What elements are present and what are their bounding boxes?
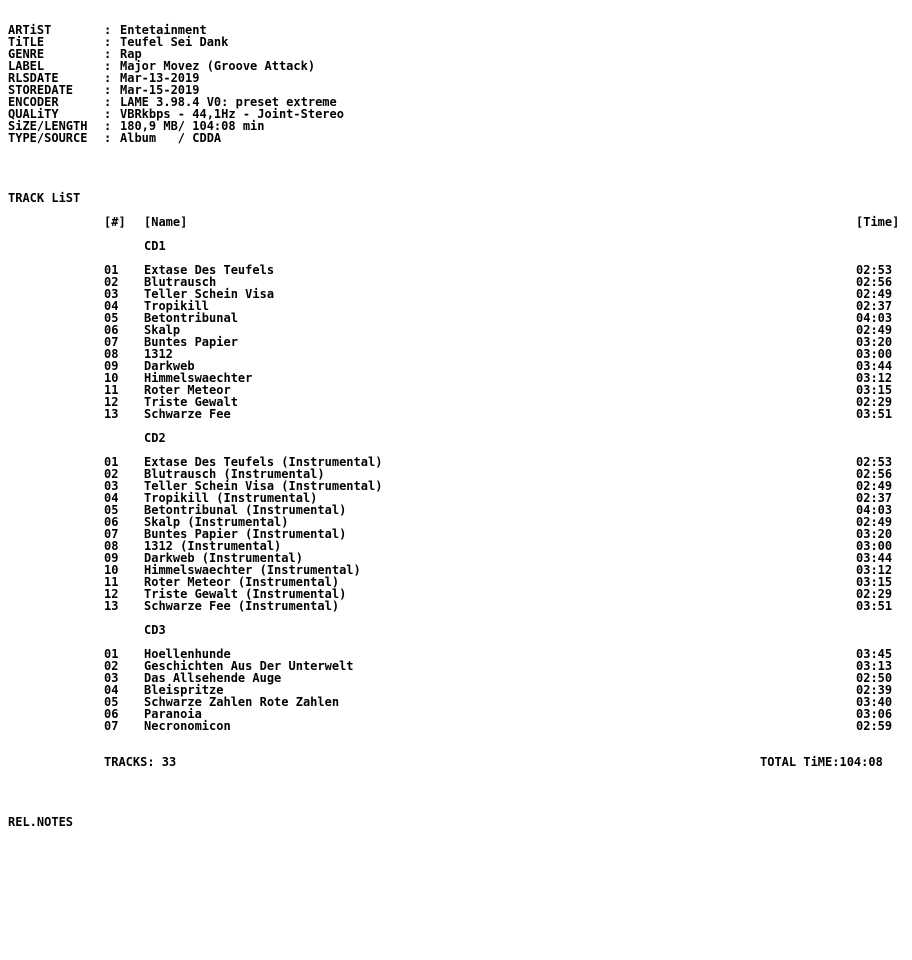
track-time: 02:50	[856, 671, 893, 685]
track-time: 03:44	[856, 359, 893, 373]
track-number: 11	[104, 383, 119, 397]
track-row	[0, 492, 912, 504]
track-name: Geschichten Aus Der Unterwelt	[144, 659, 354, 673]
track-name: Betontribunal (Instrumental)	[144, 503, 347, 517]
meta-key: LABEL	[8, 59, 45, 73]
track-row	[0, 288, 912, 300]
tracks-count: TRACKS: 33	[104, 755, 177, 769]
meta-value: Rap	[120, 47, 142, 61]
track-number: 08	[104, 539, 119, 553]
header-time: [Time]	[856, 215, 900, 229]
track-name: Skalp (Instrumental)	[144, 515, 289, 529]
track-row	[0, 660, 912, 672]
track-name: Extase Des Teufels	[144, 263, 275, 277]
meta-key: GENRE	[8, 47, 45, 61]
track-name: Paranoia	[144, 707, 202, 721]
track-row	[0, 684, 912, 696]
meta-key: TYPE/SOURCE	[8, 131, 88, 145]
meta-value: Mar-15-2019	[120, 83, 200, 97]
track-row	[0, 348, 912, 360]
meta-key: RLSDATE	[8, 71, 59, 85]
track-time: 02:49	[856, 323, 893, 337]
track-row	[0, 468, 912, 480]
track-row	[0, 528, 912, 540]
track-time: 03:40	[856, 695, 893, 709]
track-row	[0, 396, 912, 408]
track-row	[0, 372, 912, 384]
track-name: 1312 (Instrumental)	[144, 539, 282, 553]
track-number: 06	[104, 707, 119, 721]
track-row	[0, 552, 912, 564]
track-row	[0, 600, 912, 612]
track-row	[0, 324, 912, 336]
track-time: 02:37	[856, 491, 893, 505]
track-number: 08	[104, 347, 119, 361]
track-row	[0, 564, 912, 576]
track-number: 11	[104, 575, 119, 589]
track-number: 01	[104, 455, 119, 469]
track-row	[0, 672, 912, 684]
meta-value: Major Movez (Groove Attack)	[120, 59, 316, 73]
meta-value: Teufel Sei Dank	[120, 35, 229, 49]
track-row	[0, 480, 912, 492]
track-row	[0, 384, 912, 396]
track-name: Himmelswaechter	[144, 371, 253, 385]
track-number: 09	[104, 551, 119, 565]
meta-separator: :	[104, 95, 112, 109]
meta-separator: :	[104, 119, 112, 133]
release-notes-heading: REL.NOTES	[8, 815, 74, 829]
column-headers	[0, 216, 912, 228]
track-time: 04:03	[856, 311, 893, 325]
track-row	[0, 276, 912, 288]
track-time: 02:49	[856, 479, 893, 493]
disc-label: CD2	[144, 431, 166, 445]
track-time: 02:37	[856, 299, 893, 313]
meta-value: VBRkbps - 44,1Hz - Joint-Stereo	[120, 107, 344, 121]
track-number: 10	[104, 371, 119, 385]
track-number: 07	[104, 527, 119, 541]
track-name: 1312	[144, 347, 173, 361]
track-name: Roter Meteor (Instrumental)	[144, 575, 340, 589]
track-number: 05	[104, 311, 119, 325]
track-number: 04	[104, 683, 119, 697]
track-name: Blutrausch (Instrumental)	[144, 467, 325, 481]
track-name: Betontribunal	[144, 311, 238, 325]
meta-value: Mar-13-2019	[120, 71, 200, 85]
track-number: 09	[104, 359, 119, 373]
track-name: Buntes Papier (Instrumental)	[144, 527, 347, 541]
track-row	[0, 300, 912, 312]
track-row	[0, 312, 912, 324]
disc-label: CD1	[144, 239, 166, 253]
track-time: 02:29	[856, 587, 893, 601]
track-time: 04:03	[856, 503, 893, 517]
track-time: 02:29	[856, 395, 893, 409]
track-number: 02	[104, 659, 119, 673]
track-row	[0, 516, 912, 528]
track-number: 02	[104, 467, 119, 481]
track-name: Hoellenhunde	[144, 647, 231, 661]
track-number: 06	[104, 323, 119, 337]
track-number: 06	[104, 515, 119, 529]
track-time: 02:49	[856, 287, 893, 301]
track-name: Darkweb (Instrumental)	[144, 551, 303, 565]
track-number: 01	[104, 647, 119, 661]
track-row	[0, 720, 912, 732]
meta-key: ENCODER	[8, 95, 59, 109]
track-number: 13	[104, 407, 119, 421]
track-row	[0, 456, 912, 468]
track-time: 03:13	[856, 659, 893, 673]
track-name: Schwarze Zahlen Rote Zahlen	[144, 695, 340, 709]
meta-separator: :	[104, 131, 112, 145]
track-number: 03	[104, 671, 119, 685]
track-time: 03:15	[856, 383, 893, 397]
track-number: 05	[104, 695, 119, 709]
meta-row	[8, 132, 221, 144]
meta-separator: :	[104, 35, 112, 49]
track-time: 03:15	[856, 575, 893, 589]
track-name: Skalp	[144, 323, 181, 337]
track-name: Bleispritze	[144, 683, 224, 697]
track-name: Extase Des Teufels (Instrumental)	[144, 455, 383, 469]
track-time: 03:45	[856, 647, 893, 661]
track-row	[0, 360, 912, 372]
track-time: 02:39	[856, 683, 893, 697]
track-name: Triste Gewalt (Instrumental)	[144, 587, 347, 601]
track-time: 03:20	[856, 527, 893, 541]
track-time: 03:12	[856, 371, 893, 385]
meta-separator: :	[104, 23, 112, 37]
track-time: 02:59	[856, 719, 893, 733]
meta-key: QUALiTY	[8, 107, 59, 121]
track-row	[0, 504, 912, 516]
track-time: 02:49	[856, 515, 893, 529]
track-number: 10	[104, 563, 119, 577]
track-row	[0, 648, 912, 660]
track-name: Schwarze Fee (Instrumental)	[144, 599, 340, 613]
track-time: 02:56	[856, 275, 893, 289]
meta-separator: :	[104, 47, 112, 61]
track-number: 03	[104, 287, 119, 301]
meta-separator: :	[104, 71, 112, 85]
track-row	[0, 588, 912, 600]
track-row	[0, 408, 912, 420]
header-name: [Name]	[144, 215, 188, 229]
track-time: 03:00	[856, 539, 893, 553]
total-time: TOTAL TiME:104:08	[760, 755, 883, 769]
track-name: Tropikill	[144, 299, 210, 313]
track-name: Schwarze Fee	[144, 407, 231, 421]
track-number: 13	[104, 599, 119, 613]
track-number: 12	[104, 395, 119, 409]
tracklist-heading: TRACK LiST	[8, 191, 81, 205]
track-name: Blutrausch	[144, 275, 217, 289]
track-name: Darkweb	[144, 359, 195, 373]
track-row	[0, 708, 912, 720]
track-name: Buntes Papier	[144, 335, 238, 349]
track-number: 07	[104, 719, 119, 733]
meta-separator: :	[104, 59, 112, 73]
track-number: 05	[104, 503, 119, 517]
track-name: Das Allsehende Auge	[144, 671, 282, 685]
meta-key: TiTLE	[8, 35, 45, 49]
track-name: Triste Gewalt	[144, 395, 238, 409]
track-row	[0, 576, 912, 588]
track-number: 02	[104, 275, 119, 289]
meta-key: SiZE/LENGTH	[8, 119, 88, 133]
track-number: 03	[104, 479, 119, 493]
track-name: Himmelswaechter (Instrumental)	[144, 563, 361, 577]
track-time: 03:51	[856, 407, 893, 421]
track-time: 03:20	[856, 335, 893, 349]
track-name: Teller Schein Visa	[144, 287, 275, 301]
track-number: 12	[104, 587, 119, 601]
meta-separator: :	[104, 107, 112, 121]
meta-key: ARTiST	[8, 23, 52, 37]
track-time: 02:53	[856, 455, 893, 469]
track-name: Teller Schein Visa (Instrumental)	[144, 479, 383, 493]
track-number: 01	[104, 263, 119, 277]
track-time: 03:51	[856, 599, 893, 613]
track-row	[0, 540, 912, 552]
track-name: Necronomicon	[144, 719, 231, 733]
meta-separator: :	[104, 83, 112, 97]
meta-value: Entetainment	[120, 23, 207, 37]
meta-value: 180,9 MB/ 104:08 min	[120, 119, 265, 133]
track-row	[0, 336, 912, 348]
track-name: Tropikill (Instrumental)	[144, 491, 318, 505]
track-number: 07	[104, 335, 119, 349]
track-row	[0, 696, 912, 708]
header-num: [#]	[104, 215, 126, 229]
track-time: 03:06	[856, 707, 893, 721]
meta-value: LAME 3.98.4 V0: preset extreme	[120, 95, 337, 109]
track-number: 04	[104, 299, 119, 313]
track-time: 03:00	[856, 347, 893, 361]
track-row	[0, 264, 912, 276]
meta-key: STOREDATE	[8, 83, 74, 97]
track-number: 04	[104, 491, 119, 505]
disc-label: CD3	[144, 623, 166, 637]
track-name: Roter Meteor	[144, 383, 231, 397]
track-time: 03:12	[856, 563, 893, 577]
track-time: 02:56	[856, 467, 893, 481]
meta-value: Album / CDDA	[120, 131, 222, 145]
track-time: 02:53	[856, 263, 893, 277]
track-time: 03:44	[856, 551, 893, 565]
